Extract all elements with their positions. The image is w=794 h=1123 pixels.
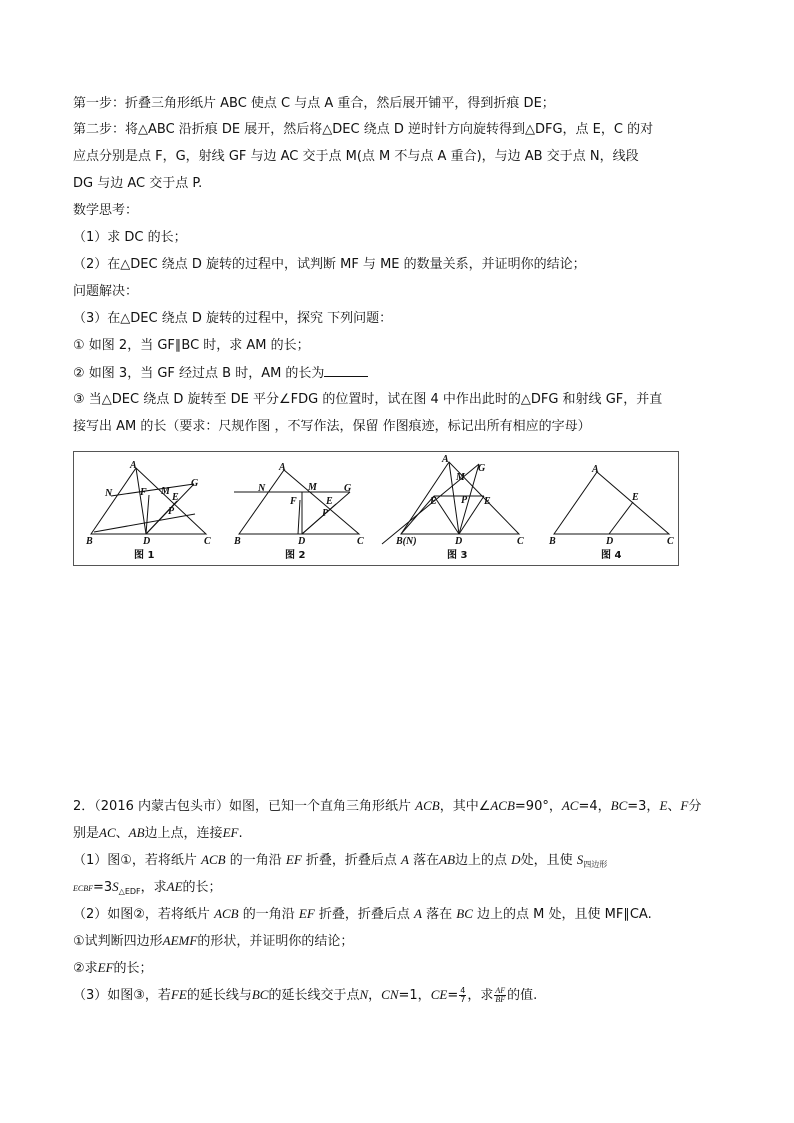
p2-text: （1）图①，若将纸片	[73, 853, 202, 868]
p2-var: AC	[561, 798, 579, 813]
p1-line-2: 第二步：将△ABC 沿折痕 DE 展开，然后将△DEC 绕点 D 逆时针方向旋转得到△DFG，点 E，C 的对	[73, 122, 654, 137]
p1-line-10: ① 如图 2，当 GF∥BC 时，求 AM 的长；	[73, 338, 310, 353]
fig3-label-m: M	[456, 472, 465, 483]
fig3-label-e2: E	[484, 496, 491, 507]
p2-text: 边上点，连接	[144, 826, 223, 841]
p2-text: 、	[667, 799, 681, 814]
p2-q1-line-2	[73, 878, 222, 901]
fig2-label-p: P	[322, 508, 329, 519]
p2-text: =	[447, 988, 459, 1003]
p2-text: 2．（2016 内蒙古包头市）如图，已知一个直角三角形纸片	[73, 799, 416, 814]
p2-text: =3	[93, 880, 113, 895]
p2-text: 别是	[73, 826, 100, 841]
p2-var: FE	[170, 987, 187, 1002]
figure-1	[85, 460, 211, 561]
fig1-label-p: P	[168, 506, 175, 517]
fig1-line-df	[146, 495, 149, 534]
p2-var: N	[359, 987, 369, 1002]
p2-var: ACB	[490, 798, 515, 813]
fig3-label-a: A	[442, 454, 449, 465]
p2-text: 的一角沿	[225, 853, 286, 868]
p2-text: 、	[115, 826, 129, 841]
p2-q2-line-2	[73, 932, 353, 951]
fig1-caption: 图 1	[134, 550, 155, 561]
p2-text: 分	[688, 799, 702, 814]
fig4-line-de	[609, 502, 633, 534]
p2-text: ，求	[467, 988, 494, 1003]
p2-var: EF	[97, 960, 114, 975]
fig1-line-bp	[94, 514, 195, 532]
p2-text: 的长；	[113, 961, 153, 976]
p2-var: BC	[456, 906, 473, 921]
fig1-label-a: A	[130, 460, 137, 471]
p2-var: S	[112, 879, 119, 894]
p1-line-13: 接写出 AM 的长（要求：尺规作图 ，不写作法，保留 作图痕迹，标记出所有相应的字母）	[73, 419, 591, 434]
p1-line-1: 第一步：折叠三角形纸片 ABC 使点 C 与点 A 重合，然后展开铺平，得到折痕 DE；	[73, 96, 555, 111]
fig4-label-d: D	[606, 536, 614, 547]
p1-line-11-text: ② 如图 3，当 GF 经过点 B 时，AM 的长为	[73, 366, 325, 381]
p2-var: AB	[128, 825, 145, 840]
p2-text: ，	[368, 988, 382, 1003]
figure-strip	[73, 451, 679, 566]
fig2-label-a: A	[279, 462, 286, 473]
fraction-numerator: AF	[495, 986, 506, 995]
fig3-label-c: C	[517, 536, 524, 547]
p2-text: 落在	[409, 853, 440, 868]
p1-line-12: ③ 当△DEC 绕点 D 旋转至 DE 平分∠FDG 的位置时，试在图 4 中作出此时的△DFG 和射线 GF，并直	[73, 392, 663, 407]
fig2-label-d: D	[298, 536, 306, 547]
p2-var: EF	[222, 825, 239, 840]
p2-sub: 四边形	[583, 860, 608, 869]
p2-var: ACB	[415, 798, 440, 813]
p1-line-4: DG 与边 AC 交于点 P.	[73, 176, 203, 191]
fig1-label-d: D	[143, 536, 151, 547]
p1-line-11	[73, 364, 368, 383]
p2-var: CN	[381, 987, 399, 1002]
p2-text: =1，	[398, 988, 431, 1003]
fig4-label-a: A	[592, 464, 599, 475]
fig2-label-g: G	[344, 483, 352, 494]
fig4-caption: 图 4	[601, 550, 622, 561]
fig4-label-e: E	[632, 492, 639, 503]
p1-line-6: （1）求 DC 的长；	[73, 230, 187, 245]
p2-q3-line	[73, 986, 537, 1005]
p2-line-1	[73, 797, 701, 816]
p2-text: .	[238, 826, 243, 841]
p2-var: AEMF	[162, 933, 198, 948]
p2-text: （3）如图③，若	[73, 988, 171, 1003]
p2-text: 的形状，并证明你的结论；	[197, 934, 354, 949]
fig3-label-d: D	[455, 536, 463, 547]
p2-text: ，其中∠	[439, 799, 491, 814]
p2-sub: ECBF	[73, 884, 93, 893]
fraction-af-bf	[494, 987, 506, 1004]
figure-4	[548, 464, 674, 561]
p2-text: 边上的点	[455, 853, 512, 868]
fig1-label-g: G	[191, 478, 199, 489]
p2-text: 处，且使	[520, 853, 577, 868]
fraction-denominator: 7	[460, 995, 466, 1004]
p2-var: D	[511, 852, 521, 867]
fig2-label-e: E	[326, 496, 333, 507]
p2-sub: △EDF	[118, 887, 141, 896]
p2-text: ，求	[140, 880, 167, 895]
p2-q1-line-1	[73, 851, 607, 874]
p2-text: 折叠，折叠后点	[301, 853, 402, 868]
fig4-label-b: B	[549, 536, 556, 547]
figure-2	[233, 462, 364, 561]
p2-text: 的长；	[182, 880, 222, 895]
fig1-label-e: E	[172, 492, 179, 503]
fig3-label-e1: E	[430, 496, 437, 507]
fig3-label-bn: B(N)	[396, 536, 417, 547]
answer-blank	[324, 364, 368, 377]
p2-line-2	[73, 824, 243, 843]
fig1-label-m: M	[161, 486, 170, 497]
fig3-label-p: P	[461, 495, 468, 506]
p2-var: BC	[251, 987, 269, 1002]
figure-3	[382, 454, 524, 561]
p2-text: 折叠，折叠后点	[314, 907, 415, 922]
p2-var: A	[401, 852, 409, 867]
fig4-triangle-abc	[554, 472, 669, 534]
figures-svg	[74, 452, 680, 567]
p2-var: F	[680, 798, 689, 813]
p2-var: EF	[298, 906, 315, 921]
fraction-4-7	[459, 987, 466, 1004]
p1-line-5: 数学思考：	[73, 203, 139, 218]
fig2-caption: 图 2	[285, 550, 306, 561]
fig1-label-f: F	[140, 487, 147, 498]
p2-text: =4，	[578, 799, 611, 814]
fig1-label-b: B	[86, 536, 93, 547]
p2-var: A	[414, 906, 422, 921]
fig2-line-ad	[298, 500, 300, 534]
p2-var: CE	[430, 987, 448, 1002]
p2-var: E	[659, 798, 668, 813]
p1-line-3: 应点分别是点 F，G，射线 GF 与边 AC 交于点 M(点 M 不与点 A 重合)，与边 AB 交于点 N，线段	[73, 149, 639, 164]
p2-var: BC	[610, 798, 628, 813]
fraction-numerator: 4	[460, 986, 466, 995]
p2-text: 落在	[422, 907, 457, 922]
p2-var: S	[576, 852, 584, 867]
fig4-label-c: C	[667, 536, 674, 547]
p2-text: 边上的点 M 处，且使 MF∥CA.	[472, 907, 652, 922]
p2-q2-line-1	[73, 905, 652, 924]
p2-var: EF	[285, 852, 302, 867]
fig3-caption: 图 3	[447, 550, 468, 561]
p1-line-7: （2）在△DEC 绕点 D 旋转的过程中，试判断 MF 与 ME 的数量关系，并证明你的结论；	[73, 257, 586, 272]
p2-text: =3，	[627, 799, 660, 814]
fig3-line-de1	[434, 496, 459, 534]
p2-text: ①试判断四边形	[73, 934, 163, 949]
fraction-denominator: BF	[495, 995, 506, 1004]
fig2-label-c: C	[357, 536, 364, 547]
p1-line-8: 问题解决：	[73, 284, 139, 299]
fig2-label-n: N	[258, 483, 266, 494]
p2-text: 的延长线与	[186, 988, 252, 1003]
p1-line-9: （3）在△DEC 绕点 D 旋转的过程中，探究 下列问题：	[73, 311, 393, 326]
fig3-label-g: G	[478, 463, 486, 474]
p2-text: =90°，	[514, 799, 562, 814]
p2-q2-line-3	[73, 959, 153, 978]
p2-var: AB	[439, 852, 456, 867]
p2-var: AE	[166, 879, 183, 894]
fig2-label-f: F	[290, 496, 297, 507]
p2-var: ACB	[214, 906, 239, 921]
p2-text: 的一角沿	[238, 907, 299, 922]
p2-text: ②求	[73, 961, 98, 976]
fig2-label-b: B	[234, 536, 241, 547]
p2-var: ACB	[201, 852, 226, 867]
fig1-label-c: C	[204, 536, 211, 547]
p2-text: 的值.	[507, 988, 538, 1003]
p2-text: 的延长线交于点	[268, 988, 360, 1003]
p2-text: （2）如图②，若将纸片	[73, 907, 215, 922]
fig1-label-n: N	[105, 488, 113, 499]
fig2-label-m: M	[308, 482, 317, 493]
p2-var: AC	[99, 825, 116, 840]
